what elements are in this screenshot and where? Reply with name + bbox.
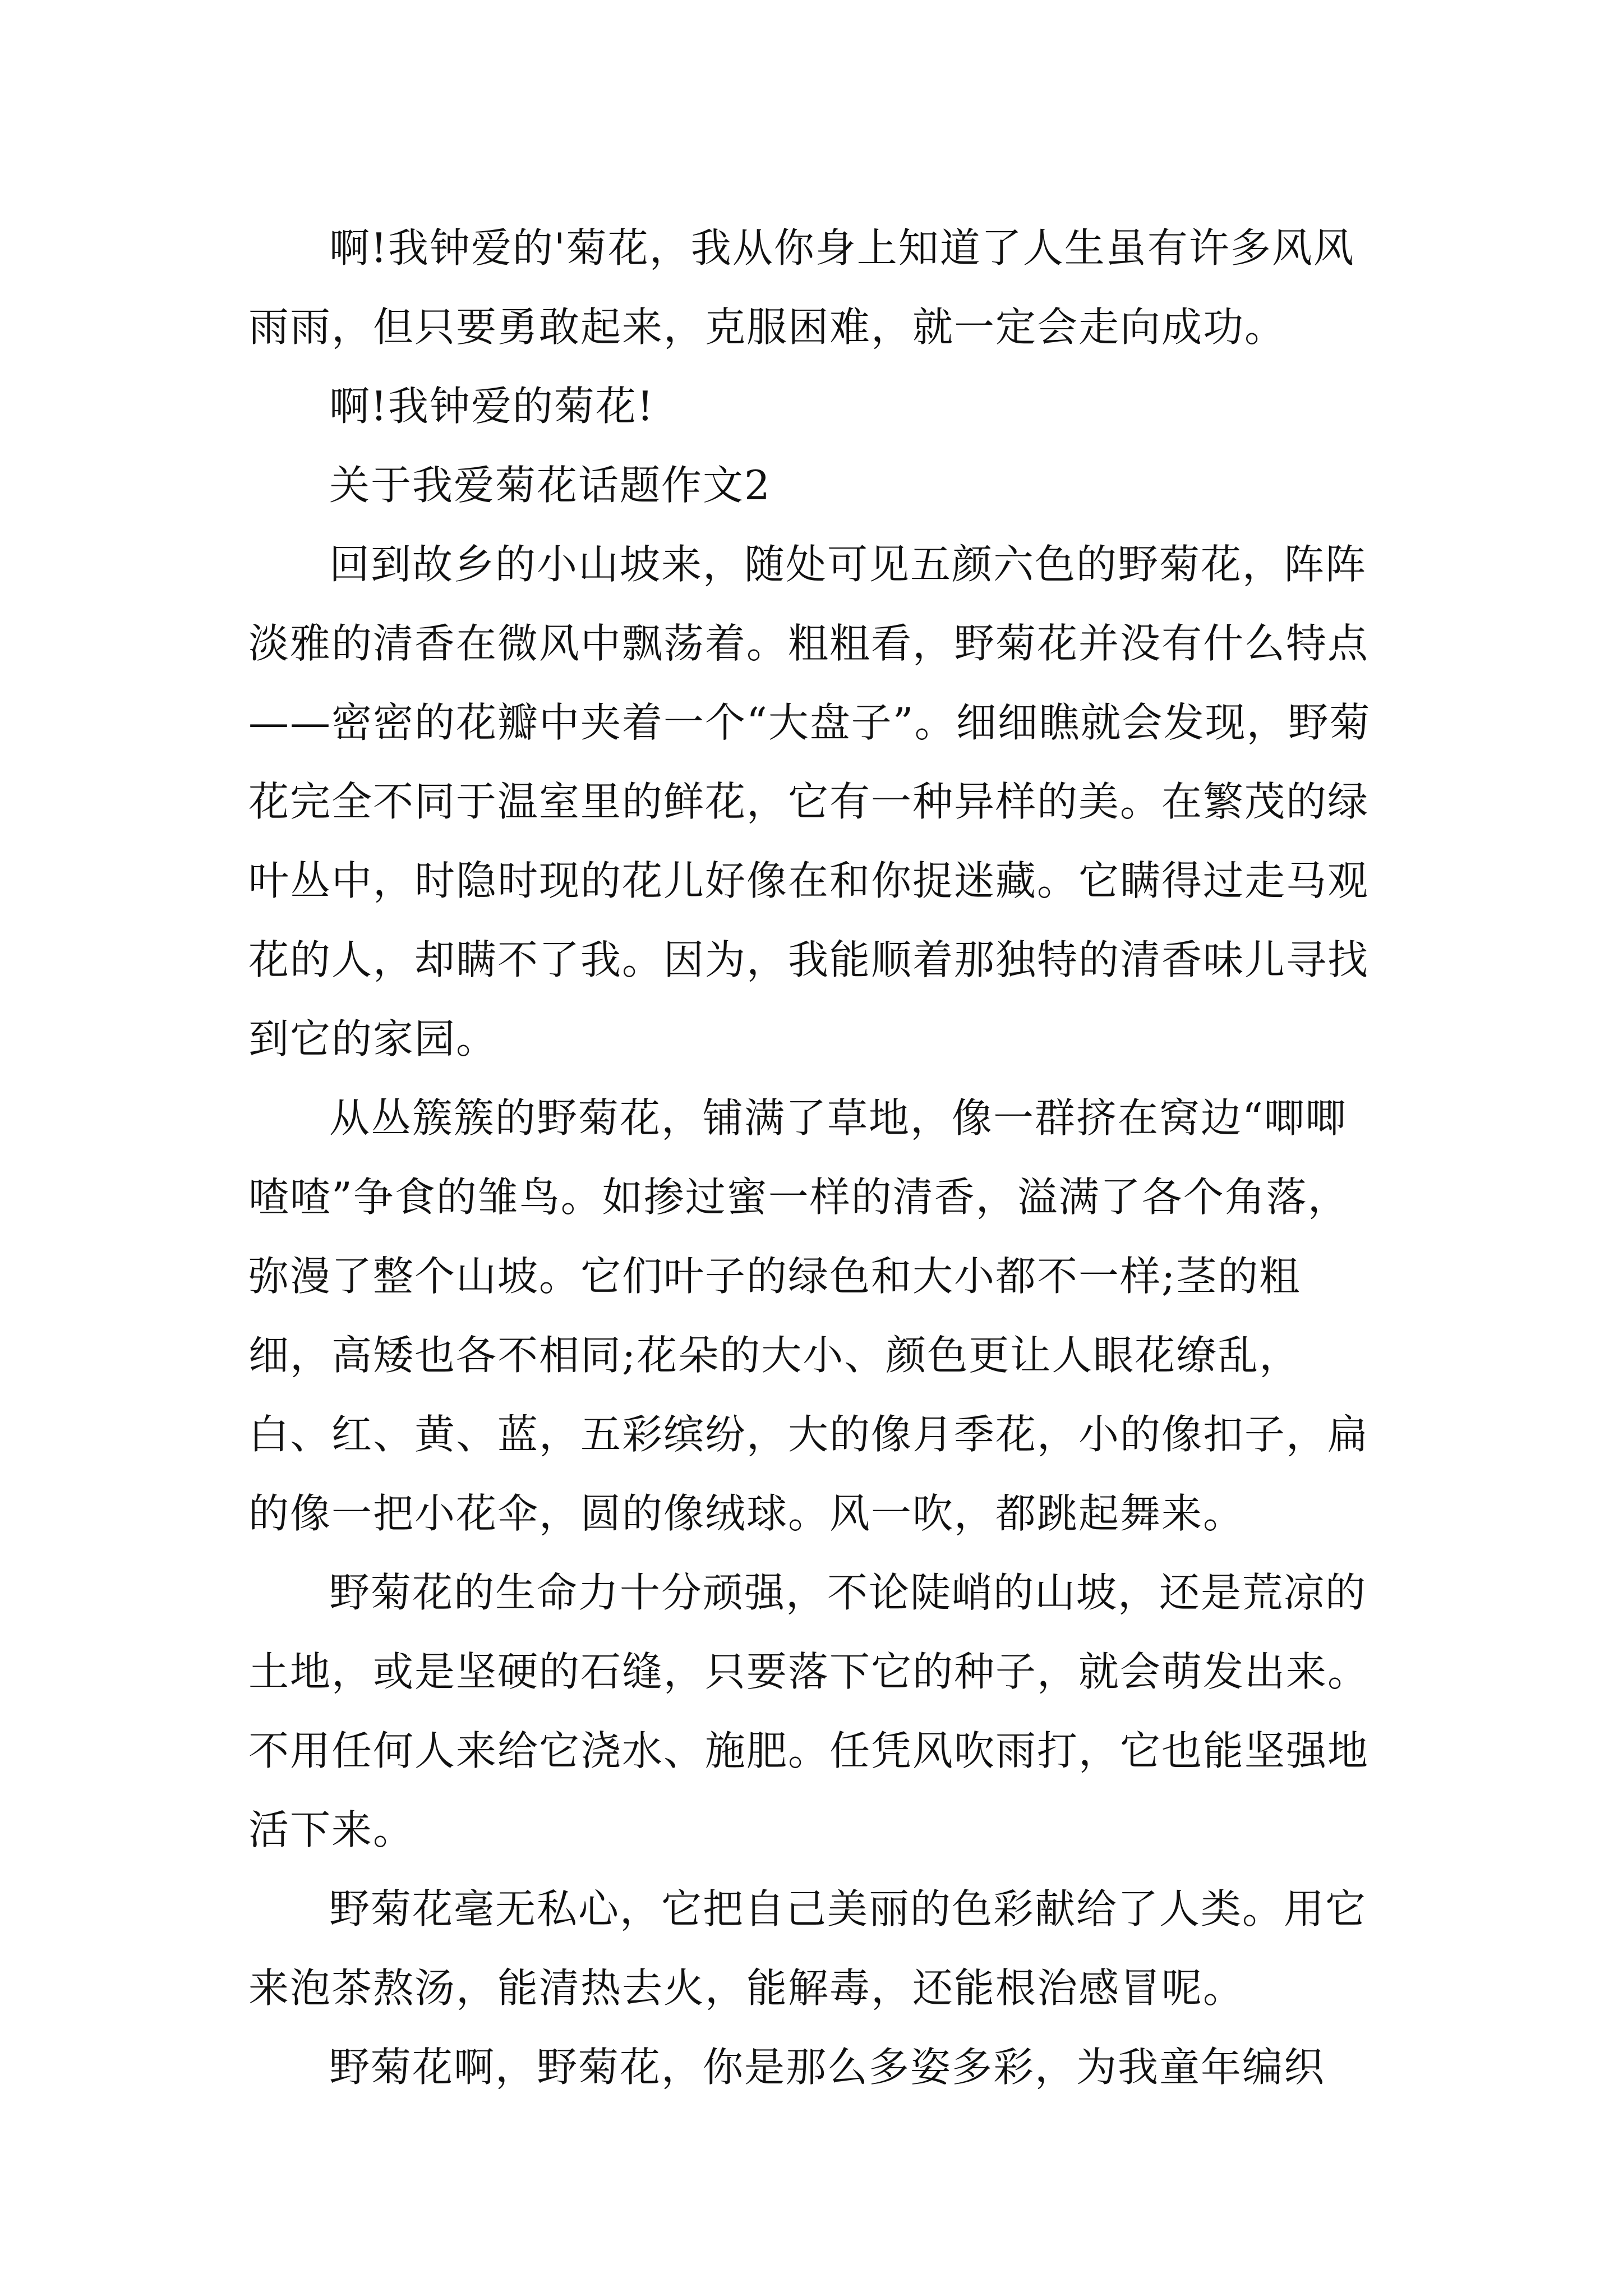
paragraph-1: 啊!我钟爱的'菊花，我从你身上知道了人生虽有许多风风雨雨，但只要勇敢起来，克服困难，就一定会走向成功。	[248, 224, 1355, 351]
document-body	[248, 209, 1381, 2107]
paragraph-6: 野菊花毫无私心，它把自己美丽的色彩献给了人类。用它来泡茶熬汤，能清热去火，能解毒，还能根治感冒呢。	[248, 1885, 1367, 2012]
paragraph-2: 啊!我钟爱的菊花!	[329, 383, 654, 430]
paragraph-7: 野菊花啊，野菊花，你是那么多姿多彩，为我童年编织	[329, 2044, 1326, 2091]
paragraph-3: 回到故乡的小山坡来，随处可见五颜六色的野菊花，阵阵淡雅的清香在微风中飘荡着。粗粗看，野菊花并没有什么特点——密密的花瓣中夹着一个“大盘子”。细细瞧就会发现，野菊花完全不同于温室里的鲜花，它有一种异样的美。在繁茂的绿叶丛中，时隐时现的花儿好像在和你捉迷藏。它瞒得过走马观花的人，却瞒不了我。因为，我能顺着那独特的清香味儿寻找到它的家园。	[248, 541, 1371, 1062]
paragraph-4: 从丛簇簇的野菊花，铺满了草地，像一群挤在窝边“唧唧喳喳”争食的雏鸟。如掺过蜜一样的清香，溢满了各个角落，弥漫了整个山坡。它们叶子的绿色和大小都不一样;茎的粗细，高矮也各不相同;花朵的大小、颜色更让人眼花缭乱，白、红、黄、蓝，五彩缤纷，大的像月季花，小的像扣子，扁的像一把小花伞，圆的像绒球。风一吹，都跳起舞来。	[248, 1094, 1370, 1537]
section-heading: 关于我爱菊花话题作文2	[329, 462, 771, 509]
paragraph-5: 野菊花的生命力十分顽强，不论陡峭的山坡，还是荒凉的土地，或是坚硬的石缝，只要落下它的种子，就会萌发出来。不用任何人来给它浇水、施肥。任凭风吹雨打，它也能坚强地活下来。	[248, 1569, 1370, 1853]
